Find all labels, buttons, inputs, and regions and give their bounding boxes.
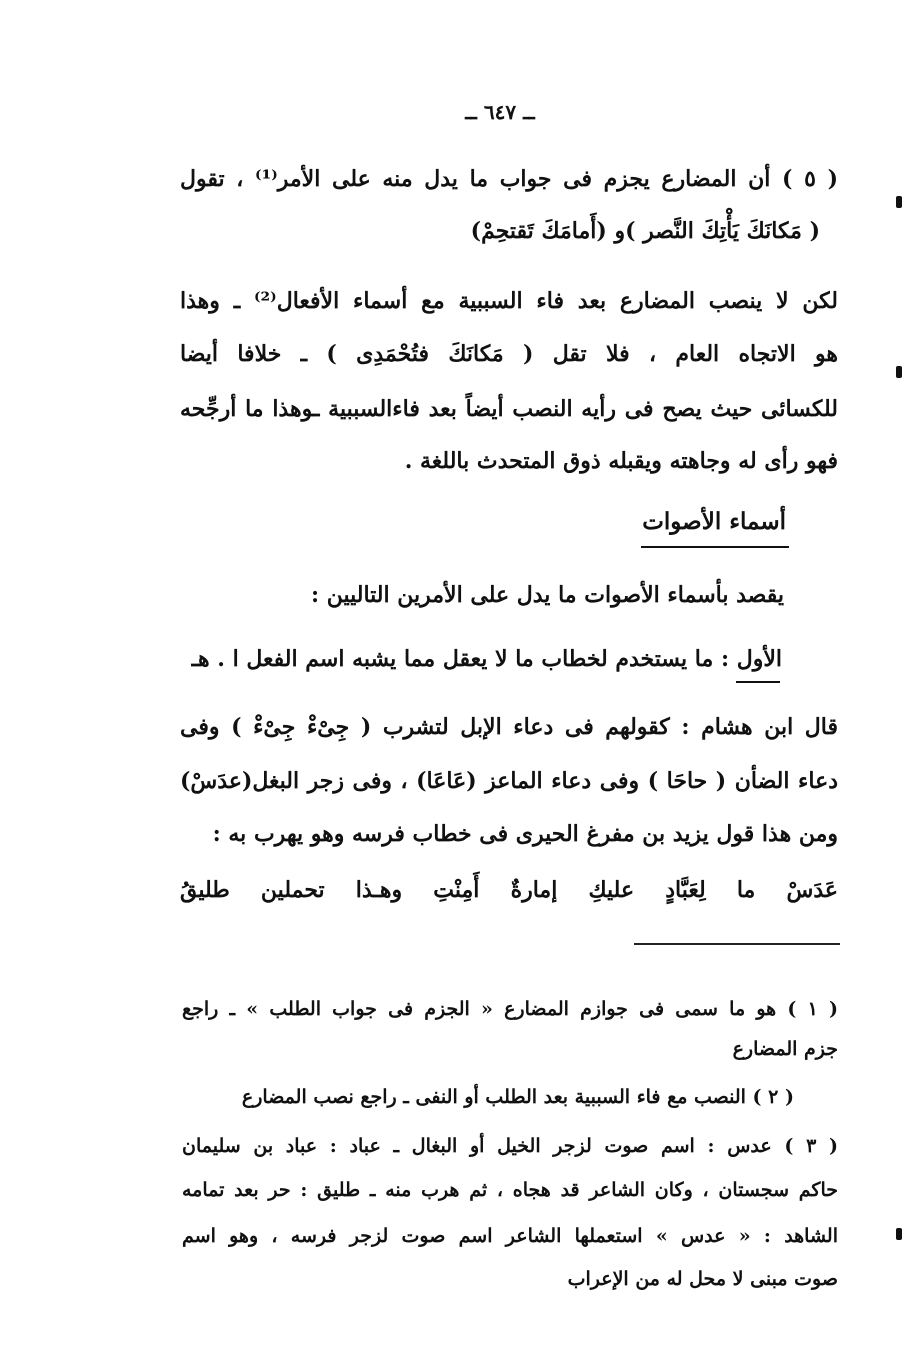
footnote-3-line-1: ( ٣ ) عدس : اسم صوت لزجر الخيل أو البغال ـ عباد : عباد بن سليمان — [182, 1135, 838, 1157]
paragraph-2-line-2: هو الاتجاه العام ، فلا تقل ( مَكانَكَ فتُحْمَدِى ) ـ خلافا أيضا — [180, 341, 838, 367]
paragraph-2-line-4: فهو رأى له وجاهته ويقبله ذوق المتحدث باللغة . — [404, 448, 838, 474]
first-item: الأول : ما يستخدم لخطاب ما لا يعقل مما يشبه اسم الفعل ا . هـ — [191, 646, 782, 672]
footnote-divider — [634, 943, 840, 945]
first-item-underline — [736, 681, 780, 683]
footnote-3-line-3: الشاهد : « عدس » استعملها الشاعر اسم صوت لزجر فرسه ، وهو اسم — [182, 1225, 838, 1247]
intro-text: يقصد بأسماء الأصوات ما يدل على الأمرين التاليين : — [310, 582, 784, 608]
footnote-1-line-1: ( ١ ) هو ما سمى فى جوازم المضارع « الجزم فى جواب الطلب » ـ راجع — [182, 998, 839, 1020]
paragraph-3-line-2: دعاء الضأن ( حاحَا ) وفى دعاء الماعز (عَاعَا) ، وفى زجر البغل(عدَسْ) — [180, 768, 838, 794]
margin-mark — [896, 366, 902, 378]
section-heading: أسماء الأصوات — [642, 508, 786, 535]
footnote-3-line-4: صوت مبنى لا محل له من الإعراب — [567, 1268, 838, 1290]
footnote-1-line-2: جزم المضارع — [732, 1038, 838, 1060]
footnote-2: ( ٢ ) النصب مع فاء السببية بعد الطلب أو النفى ـ راجع نصب المضارع — [241, 1086, 794, 1108]
heading-underline — [641, 546, 789, 548]
paragraph-2-line-3: للكسائى حيث يصح فى رأيه النصب أيضاً بعد فاءالسببية ـوهذا ما أرجِّحه — [180, 396, 838, 422]
footnote-3-line-2: حاكم سجستان ، وكان الشاعر قد هجاه ، ثم هرب منه ـ طليق : حر بعد تمامه — [182, 1179, 838, 1201]
paragraph-1-line-1: ( ٥ ) أن المضارع يجزم فى جواب ما يدل منه على الأمر⁽¹⁾ ، تقول — [180, 166, 838, 192]
verse-line: عَدَسْ ما لِعَبَّادٍ عليكِ إمارةٌ أَمِنْتِ وهـذا تحملين طليقُ — [180, 877, 838, 903]
page-number: ــ ٦٤٧ ــ — [465, 100, 535, 124]
paragraph-3-line-3: ومن هذا قول يزيد بن مفرغ الحيرى فى خطاب فرسه وهو يهرب به : — [212, 821, 838, 847]
paragraph-3-line-1: قال ابن هشام : كقولهم فى دعاء الإبل لتشرب ( جِىْءْ جِىْءْ ) وفى — [180, 714, 838, 740]
paragraph-1-line-2: ( مَكانَكَ يَأْتِكَ النَّصر )و (أَمامَكَ تَقتحِمْ) — [470, 218, 820, 244]
margin-mark — [896, 196, 902, 208]
margin-mark — [896, 1228, 902, 1240]
paragraph-2-line-1: لكن لا ينصب المضارع بعد فاء السببية مع أسماء الأفعال⁽²⁾ ـ وهذا — [180, 288, 838, 314]
